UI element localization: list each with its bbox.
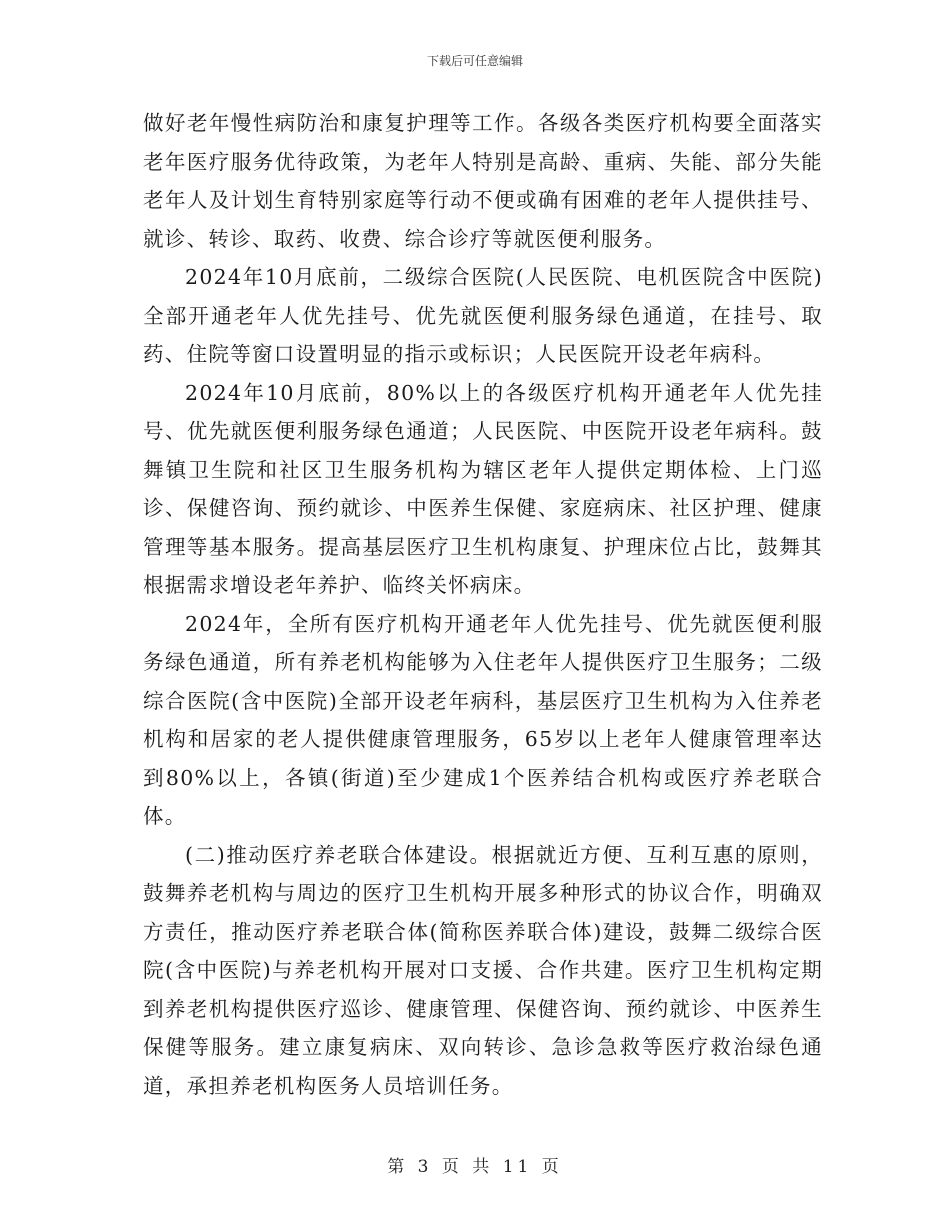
- paragraph-5: (二)推动医疗养老联合体建设。根据就近方便、互利互惠的原则，鼓舞养老机构与周边的医疗卫生机构开展多种形式的协议合作，明确双方责任，推动医疗养老联合体(简称医养联合体)建设，鼓舞二级综合医院(含中医院)与养老机构开展对口支援、合作共建。医疗卫生机构定期到养老机构提供医疗巡诊、健康管理、保健咨询、预约就诊、中医养生保健等服务。建立康复病床、双向转诊、急诊急救等医疗救治绿色通道，承担养老机构医务人员培训任务。: [143, 842, 823, 1098]
- document-body: [143, 104, 823, 1105]
- paragraph-3: 2024年10月底前，80%以上的各级医疗机构开通老年人优先挂号、优先就医便利服务绿色通道；人民医院、中医院开设老年病科。鼓舞镇卫生院和社区卫生服务机构为辖区老年人提供定期体检、上门巡诊、保健咨询、预约就诊、中医养生保健、家庭病床、社区护理、健康管理等基本服务。提高基层医疗卫生机构康复、护理床位占比，鼓舞其根据需求增设老年养护、临终关怀病床。: [143, 380, 823, 597]
- paragraph-2: 2024年10月底前，二级综合医院(人民医院、电机医院含中医院)全部开通老年人优先挂号、优先就医便利服务绿色通道，在挂号、取药、住院等窗口设置明显的指示或标识；人民医院开设老年病科。: [143, 265, 823, 366]
- paragraph-4: 2024年，全所有医疗机构开通老年人优先挂号、优先就医便利服务绿色通道，所有养老机构能够为入住老年人提供医疗卫生服务；二级综合医院(含中医院)全部开设老年病科，基层医疗卫生机构为入住养老机构和居家的老人提供健康管理服务，65岁以上老年人健康管理率达到80%以上，各镇(街道)至少建成1个医养结合机构或医疗养老联合体。: [143, 611, 823, 828]
- page-header: 下载后可任意编辑: [426, 54, 523, 68]
- paragraph-1: 做好老年慢性病防治和康复护理等工作。各级各类医疗机构要全面落实老年医疗服务优待政策，为老年人特别是高龄、重病、失能、部分失能老年人及计划生育特别家庭等行动不便或确有困难的老年人提供挂号、就诊、转诊、取药、收费、综合诊疗等就医便利服务。: [143, 111, 823, 251]
- page-footer: 第 3 页 共 11 页: [387, 1157, 563, 1177]
